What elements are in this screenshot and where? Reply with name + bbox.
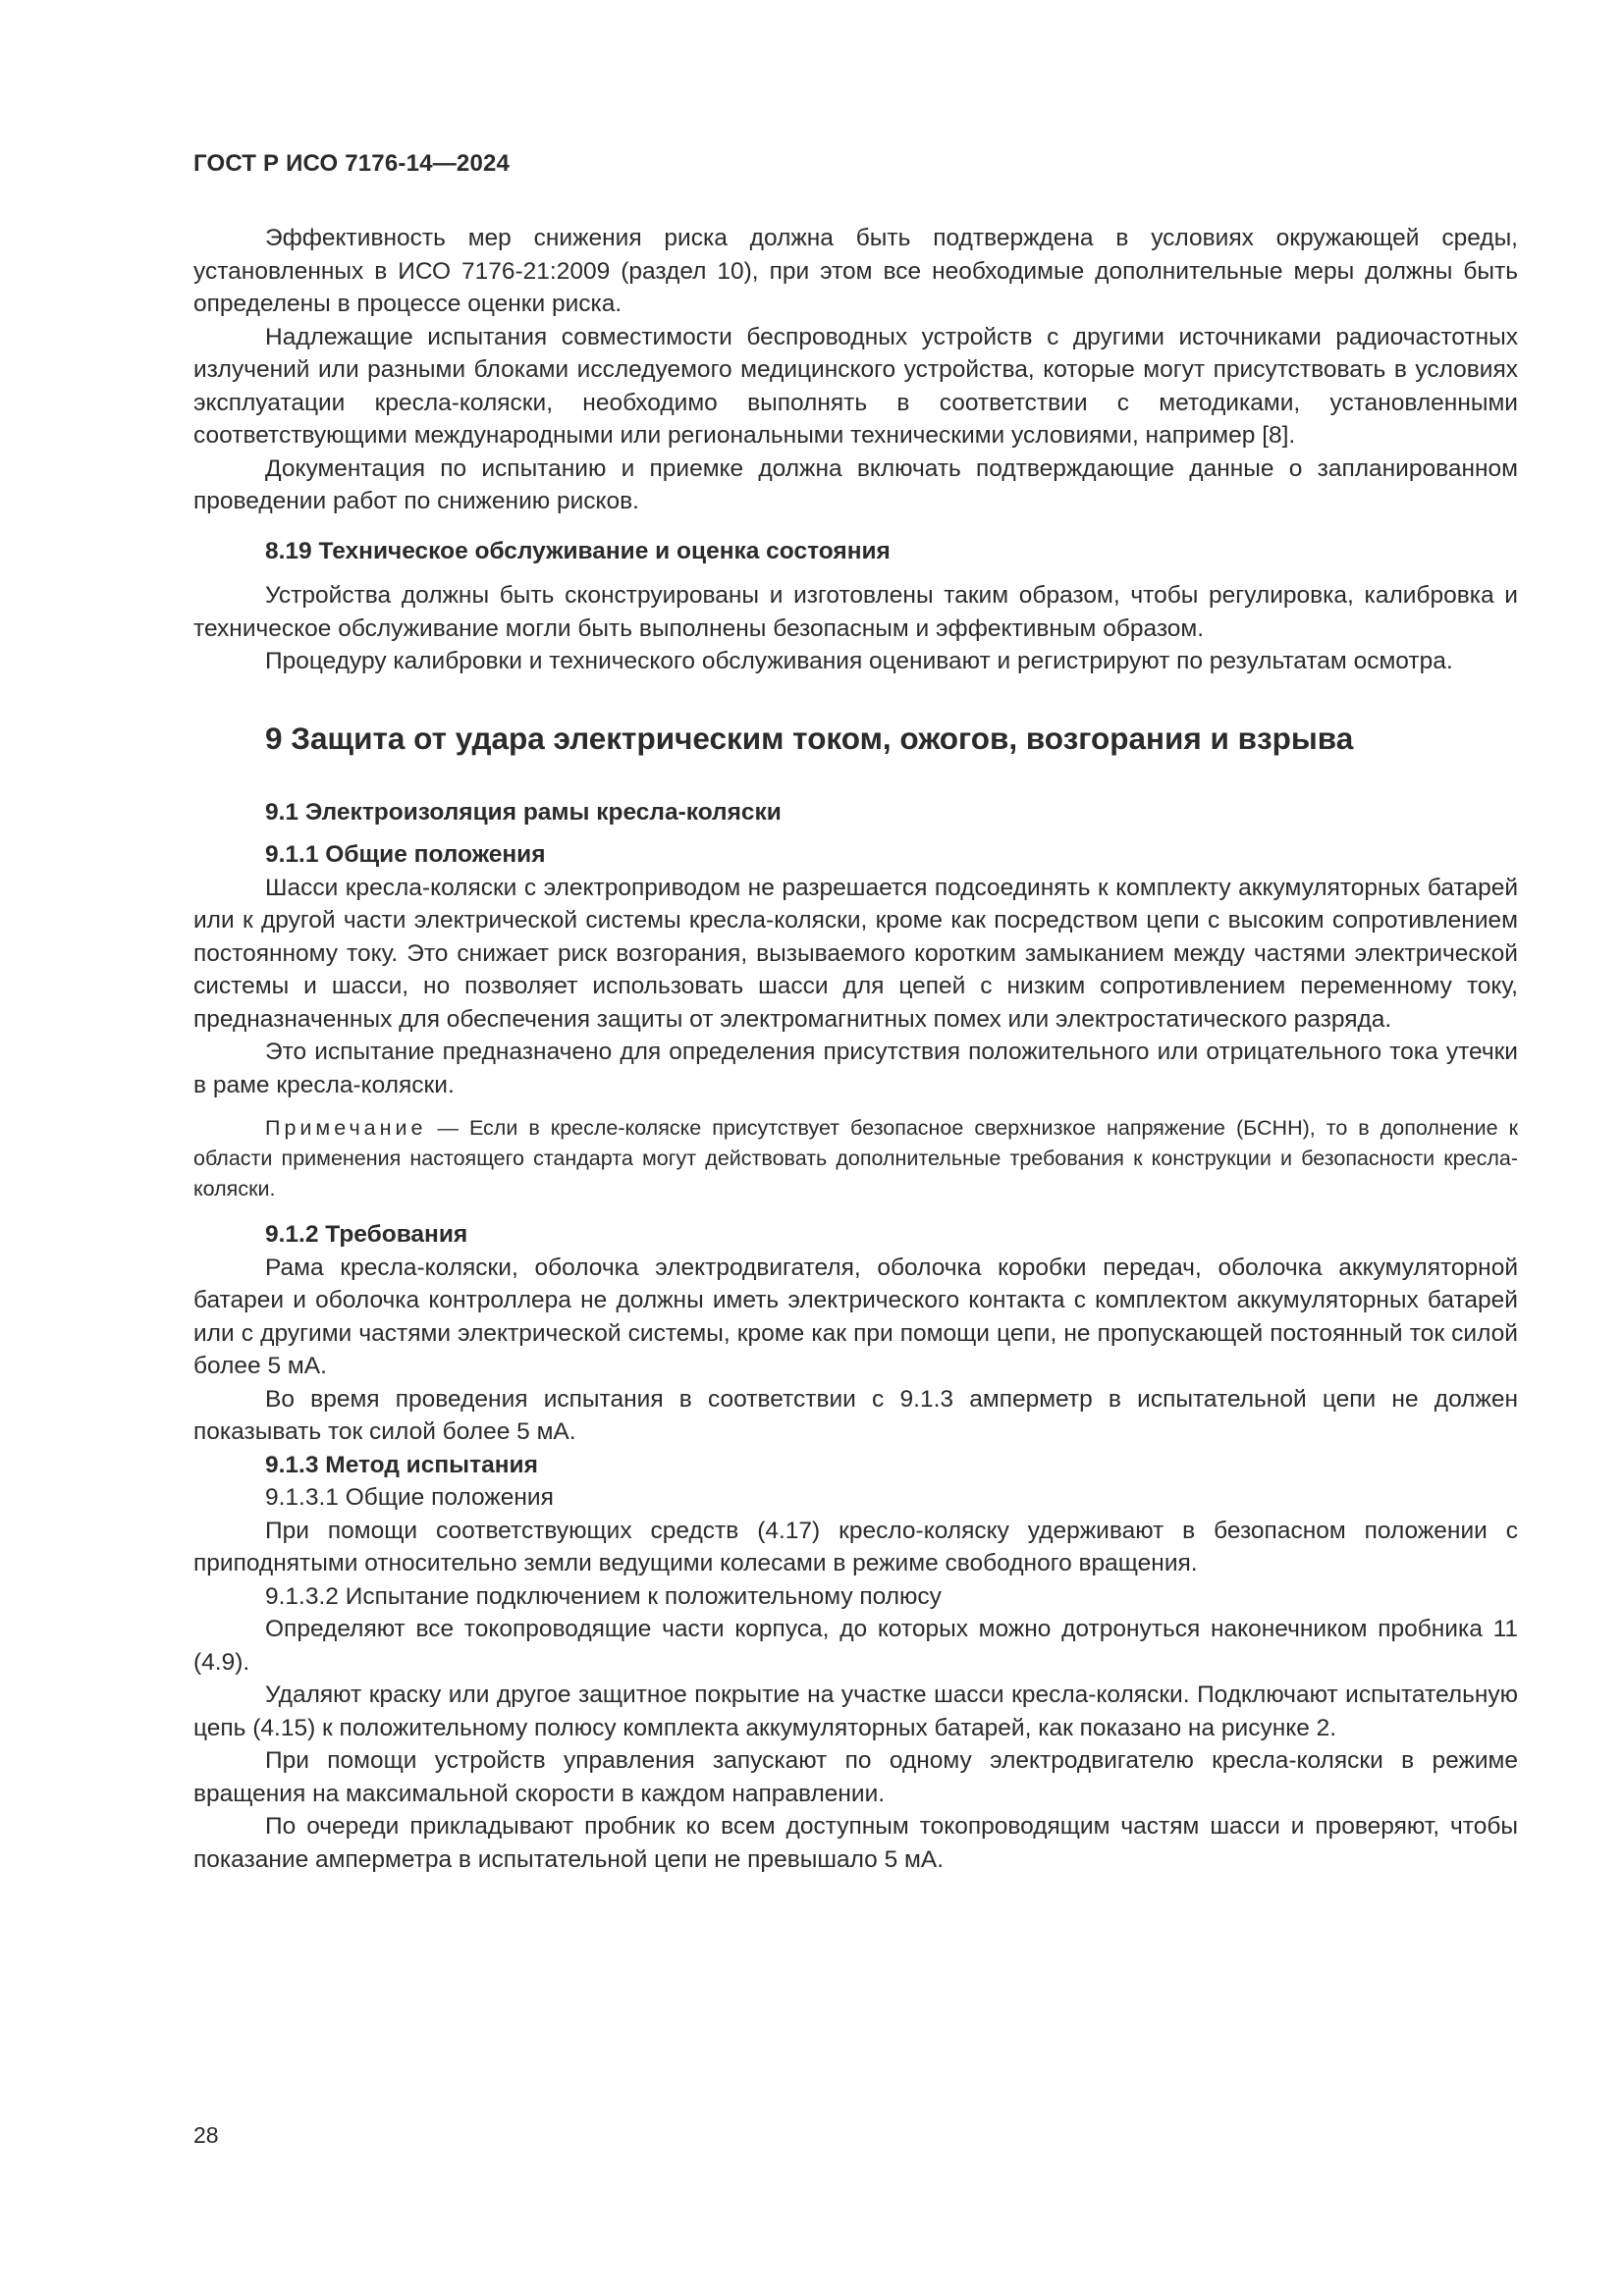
page-number: 28 [193, 2122, 219, 2148]
paragraph: Определяют все токопроводящие части корпуса, до которых можно дотронуться наконечником пробника 11 (4.9). [193, 1616, 1518, 1676]
paragraph: Рама кресла-коляски, оболочка электродвигателя, оболочка коробки передач, оболочка аккумуляторной батареи и оболочка контроллера не должны иметь электрического контакта с комплектом аккумуляторных батарей или с другими частями электрической системы, кроме как при помощи цепи, не пропускающей постоянный ток силой более 5 мА. [193, 1254, 1518, 1379]
section-heading-9-1-3: 9.1.3 Метод испытания [265, 1451, 538, 1478]
section-heading-9: 9 Защита от удара электрическим током, ожогов, возгорания и взрыва [265, 720, 1354, 756]
paragraph: Устройства должны быть сконструированы и изготовлены таким образом, чтобы регулировка, калибровка и техническое обслуживание могли быть выполнены безопасным и эффективным образом. [193, 582, 1518, 642]
paragraph: Процедуру калибровки и технического обслуживания оценивают и регистрируют по результатам осмотра. [265, 648, 1453, 674]
section-heading-8-19: 8.19 Техническое обслуживание и оценка состояния [265, 537, 891, 564]
paragraph: Во время проведения испытания в соответствии с 9.1.3 амперметр в испытательной цепи не должен показывать ток силой более 5 мА. [193, 1385, 1518, 1445]
paragraph: Документация по испытанию и приемке должна включать подтверждающие данные о запланированном проведении работ по снижению рисков. [193, 454, 1518, 514]
section-heading-9-1-1: 9.1.1 Общие положения [265, 841, 546, 868]
note-text: — Если в кресле-коляске присутствует безопасное сверхнизкое напряжение (БСНН), то в дополнение к области применения настоящего стандарта могут действовать дополнительные требования к конструкции и безопасности кресла-коляски. [193, 1116, 1518, 1201]
paragraph: По очереди прикладывают пробник ко всем доступным токопроводящим частям шасси и проверяют, чтобы показание амперметра в испытательной цепи не превышало 5 мА. [193, 1813, 1518, 1873]
paragraph: При помощи устройств управления запускают по одному электродвигателю кресла-коляски в режиме вращения на максимальной скорости в каждом направлении. [193, 1747, 1518, 1807]
paragraph: Шасси кресла-коляски с электроприводом не разрешается подсоединять к комплекту аккумуляторных батарей или к другой части электрической системы кресла-коляски, кроме как посредством цепи с высоким сопротивлением постоянному току. Это снижает риск возгорания, вызываемого коротким замыканием между частями электрической системы и шасси, но позволяет использовать шасси для цепей с низким сопротивлением переменному току, предназначенных для обеспечения защиты от электромагнитных помех или электростатического разряда. [193, 874, 1518, 1033]
subsection-9-1-3-1: 9.1.3.1 Общие положения [265, 1484, 554, 1511]
paragraph: Надлежащие испытания совместимости беспроводных устройств с другими источниками радиочастотных излучений или разными блоками исследуемого медицинского устройства, которые могут присутствовать в условиях эксплуатации кресла-коляски, необходимо выполнять в соответствии с методиками, установленными соответствующими международными или региональными техническими условиями, например [8]. [193, 323, 1518, 449]
paragraph: Удаляют краску или другое защитное покрытие на участке шасси кресла-коляски. Подключают испытательную цепь (4.15) к положительному полюсу комплекта аккумуляторных батарей, как показано на рисунке 2. [193, 1682, 1518, 1741]
document-header: ГОСТ Р ИСО 7176-14—2024 [193, 150, 511, 177]
subsection-9-1-3-2: 9.1.3.2 Испытание подключением к положительному полюсу [265, 1582, 942, 1610]
section-heading-9-1: 9.1 Электроизоляция рамы кресла-коляски [265, 798, 782, 826]
paragraph: Эффективность мер снижения риска должна быть подтверждена в условиях окружающей среды, установленных в ИСО 7176-21:2009 (раздел 10), при этом все необходимые дополнительные меры должны быть определены в процессе оценки риска. [193, 225, 1518, 317]
paragraph: При помощи соответствующих средств (4.17) кресло-коляску удерживают в безопасном положении с приподнятыми относительно земли ведущими колесами в режиме свободного вращения. [193, 1517, 1518, 1576]
note [193, 1113, 1518, 1204]
note-label: Примечание [265, 1116, 427, 1140]
document-body [193, 222, 1518, 1876]
section-heading-9-1-2: 9.1.2 Требования [265, 1221, 468, 1248]
paragraph: Это испытание предназначено для определения присутствия положительного или отрицательного тока утечки в раме кресла-коляски. [193, 1039, 1518, 1098]
